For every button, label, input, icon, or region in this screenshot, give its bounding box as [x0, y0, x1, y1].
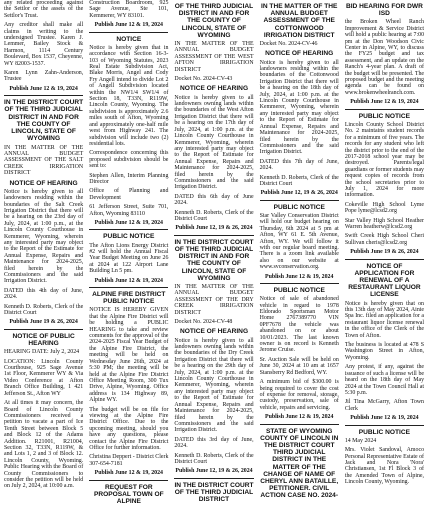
publish-dates: Publish June 12 & 19, 2024	[350, 99, 419, 106]
publish-dates: Publish June 12 & 19, 2024	[94, 22, 164, 29]
notice-divider	[260, 200, 339, 201]
publish-dates: Publish June 12, 19 & 26, 2024	[260, 190, 338, 197]
notice-paragraph: the Broken Wheel Ranch Improvement & Service District will hold a public hearing at 7:00 pm at the Don Woodson Civic Center in Alpine, WY, to discuss the FY25 budget and tax assessment, and an update on the Ranch's 4-year plan. A draft of the budget will be presented. The proposed budget and the meeting agenda can be found on www.brokenwheelranch.com.	[344, 19, 425, 96]
notice-heading: NOTICE OF HEARING	[265, 50, 334, 58]
notice-paragraph: Mrs. Violet Sandoval, Amoco Personal Representative Estate of Jack and Nora 'Nora' Christiansen, 1st Fl Block 3 of the Amended Town of Alpine, Lincoln County, Wyoming.	[344, 447, 425, 486]
notice-paragraph: Kenneth D. Roberts, Clerk of the District Court	[259, 174, 339, 187]
notice-paragraph: Office of Planning and Development	[89, 188, 169, 201]
publish-dates: Publish June 19 & 26, 2024	[9, 319, 78, 326]
notice-divider	[89, 229, 168, 230]
notice-divider	[174, 478, 253, 479]
notice-column	[344, 0, 425, 486]
notice-divider	[174, 235, 253, 236]
notice-paragraph: LOCATION: Lincoln County Courthouse, 925 Sage Avenue 1st Floor, Kemmerer WY & Via Video Conference at Afton Branch Office Building, 1 421 Jefferson St., Afton WY	[4, 358, 84, 397]
publish-dates: Publish June 12, 19 & 26, 2024	[175, 225, 253, 232]
notice-column	[89, 0, 169, 505]
notice-heading: NOTICE OF HEARING	[179, 328, 249, 336]
publish-dates: Publish June 12 & 19, 2024	[350, 415, 419, 422]
notice-paragraph: DATED this 6th day of June 2024.	[174, 193, 254, 207]
notice-paragraph: Notice is hereby given that on this 13th day of May 2024, Ainie Spa Inc. filed an application for a restaurant liquor license renewal in the office of the Clerk of the Town of Afton.	[344, 300, 425, 339]
notice-heading: NOTICE OF HEARING	[179, 85, 249, 93]
notice-paragraph: Kenneth D. Roberts, Clerk of the District Court	[174, 452, 254, 465]
notice-paragraph: The business is located at 478 S Washington Street in Afton, Wyoming.	[344, 342, 425, 361]
notice-paragraph: IN THE MATTER OF THE ANNUAL BUDGET ASSESSMENT OF THE SALT CREEK IRRIGATION DISTRICT	[4, 144, 84, 177]
publish-dates: Publish June 12 & 19, 2024	[94, 219, 164, 226]
notice-paragraph: Docket No. 2024-CV-43	[174, 76, 233, 83]
notice-divider	[345, 425, 424, 426]
notice-heading: NOTICE OF PUBLIC HEARING	[12, 332, 75, 348]
notice-heading: PUBLIC NOTICE	[273, 203, 325, 211]
notice-divider	[260, 283, 339, 284]
notice-divider	[345, 259, 424, 260]
notice-divider	[89, 287, 168, 288]
notice-heading: IN THE DISTRICT COURT OF THE THIRD JUDICIAL DISTRICT IN AND FOR THE COUNTY OF LINCOLN, STATE OF WYOMING	[4, 99, 84, 143]
notice-paragraph: Star Valley High School Heather Warren heatherw@lcsd2.org	[344, 217, 425, 230]
notice-paragraph: HEARING DATE: July 2, 2024	[4, 349, 80, 356]
notice-heading: PUBLIC NOTICE	[103, 233, 155, 241]
notice-heading: NOTICE OF APPLICATION FOR RENEWAL OF A RESTAURANT LIQUOR LICENSE	[348, 262, 421, 299]
notice-paragraph: Sr. Auction Sale will be held on June 30, 2024 at 10 am at 1657 Stansberry Rd Bedford, WY.	[259, 356, 339, 376]
notice-paragraph: Notice is hereby given that in accordance with Section 16-3-103 of Wyoming Statutes, 2023 Real Estate Subdivision Act, Blake Morris, Angel and Cody Fry Angell intend to divide Lot 2 of Angell Subdivision located within the NW1/4 SW1/4 of Section 18, T33N, R119W, Lincoln County, Wyoming. The subdivision is approximately 2.6 miles south of Afton, Wyoming and approximately one-half mile west from Highway 241. The subdivision will include two (2) residential lots.	[89, 44, 169, 147]
notice-paragraph: Notice is hereby given to all landowners residing within the boundaries of the Cottonwood Irrigation District that there will be a hearing on the 18th day of July, 2024, at 1:00 p.m. at the Lincoln County Courthouse in Kemmerer, Wyoming, wherein any interested party may object to the Report of Estimate for Annual Expense, Repairs and Maintenance for 2024-2025, filed herein by the Commissioners and the said Irrigation District.	[259, 59, 339, 156]
notice-heading: NOTICE	[116, 35, 142, 43]
notice-divider	[89, 480, 168, 481]
notice-paragraph: Jil Tina McGarry, Afton Town Clerk	[344, 399, 425, 412]
notice-paragraph: Karen Lynn Zahn-Anderson, Trustee	[4, 70, 84, 83]
notice-heading: STATE OF WYOMING COUNTY OF LINCOLN IN THE DISTRICT COURT THIRD JUDICIAL DISTRICT IN THE MATTER OF THE CHANGE OF NAME OF CHERYL ANN BATAILLE, PETITIONER. CIVIL ACTION CASE NO. 2024-	[260, 427, 339, 500]
notice-heading: ALPINE FIRE DISTRICT PUBLIC NOTICE	[92, 291, 166, 306]
notice-paragraph: Stephen Allen, Interim Planning Director	[89, 172, 169, 185]
notice-paragraph: The budget will be on file for viewing at the Alpine Fire District Office. Due to the upcoming meeting, should you have any questions, please contact the Alpine Fire District Office for further information.	[89, 406, 169, 451]
notice-paragraph: Any protest, if any, against the issuance of such a license will be heard on the 18th day of May 2024 at the Town Council Hall at 5:30 p.m.	[344, 364, 425, 396]
notice-paragraph: Docket No. 2024-CV-48	[174, 319, 233, 326]
publish-dates: Publish June 12 & 19, 2024	[265, 414, 334, 421]
notice-paragraph: Kenneth D. Roberts, Clerk of the District Court	[4, 303, 84, 317]
notice-heading: IN THE DISTRICT COURT OF THE THIRD JUDICIAL DISTRICT IN AND FOR THE COUNTY OF LINCOLN, STATE OF WYOMING	[174, 238, 254, 282]
publish-dates: Publish June 12 & 19, 2024	[94, 470, 164, 477]
notice-column	[4, 0, 84, 490]
notice-paragraph: 14 May 2024	[344, 437, 377, 444]
notice-paragraph: IN THE MATTER OF THE ANNUAL BUDGET ASSESSMENT OF THE WEST AFTON IRRIGATION DISTRICT	[174, 41, 254, 73]
notice-heading: PUBLIC NOTICE	[358, 112, 411, 120]
notice-paragraph: NOTICE IS HEREBY GIVEN that the Alpine Fire District will be holding a PUBLIC HEARING to take and review comments for the approval of the 2024-2025 Fiscal Year Budget of the Alpine Fire District, the meeting will be held on Wednesday June 26th, 2024 at 5:30 PM; the meeting will be held at the Alpine Fire District Office Meeting Room, 300 Tux Drive, Alpine, Wyoming. Office address is 134 Highway 89, Alpine WY.	[89, 307, 169, 404]
notice-paragraph: Kenneth D. Roberts, Clerk of the District Court	[174, 209, 254, 222]
notice-paragraph: Christina Deppert - District Clerk 307-654-7181	[89, 454, 169, 467]
notice-paragraph: Star Valley Conservation District will hold our budget hearing on Thursday, 6th 2024 at 5 pm at Afton, WY 61 E. 5th Avenue, Afton, WY. We will follow it with our regular board meeting. There is a zoom link available also on our website at www.svconservation.org.	[259, 212, 339, 271]
notice-paragraph: Any creditor shall make all claims in writing to the undersigned Trustee. Karen J. Lemmer, Bailey Stock & Harmon, 1114 Century Boulevard, Box 1537, Cheyenne, WY 82003-1537.	[4, 22, 84, 67]
notice-paragraph: DATED this 7th day of June, 2024.	[259, 158, 339, 172]
notice-column	[174, 0, 254, 504]
notice-divider	[4, 95, 83, 96]
notice-heading: PUBLIC NOTICE	[358, 428, 411, 436]
notice-divider	[260, 424, 339, 425]
notice-heading: NOTICE OF HEARING	[9, 179, 78, 187]
notice-paragraph: DATED this 3rd day of June, 2024.	[174, 436, 254, 450]
notice-paragraph: Notice is hereby given to all landowners residing within the boundaries of the Salt Creek Irrigation District that there will be a hearing on the 23rd day of July, 2024, at 1:00 p.m., at the Lincoln County Courthouse in Kemmerer, Wyoming, wherein any interested party may object to the Report of the Estimate for Annual Expense, Repairs and Maintenance for 2024-2025, filed herein by the Commissioners and the said Irrigation District.	[4, 188, 84, 285]
notice-column	[259, 0, 339, 500]
notice-paragraph: Swift Creek High School Cheri Sullivan cheris@lcsd2.org	[344, 233, 425, 246]
notice-paragraph: Construction Boardroom, 925 Sage Avenue, Ste 101, Kemmerer, WY 83101.	[89, 0, 169, 19]
notice-divider	[4, 329, 83, 330]
notice-heading: OF THE THIRD JUDICIAL DISTRICT IN AND FOR THE COUNTY OF LINCOLN, STATE OF WYOMING	[174, 3, 254, 39]
notice-paragraph: Correspondence concerning this proposed subdivision should be sent to:	[89, 150, 169, 170]
notice-paragraph: Notice is hereby given to all landowners owning lands within the boundaries of the Dry Creek Irrigation District that there will be a hearing on the 29th day of July, 2024, at 1:00 p.m. at the Lincoln County Courthouse in Kemmerer, Wyoming, wherein any interested party may object to the Report of Estimate for Annual Expense, Repairs and Maintenance for 2024-2025, filed herein by the Commissioners and the said Irrigation District.	[174, 337, 254, 434]
notice-paragraph: Docket No. 2024-CV-46	[259, 41, 318, 48]
notice-paragraph: DATED this 4th day of June, 2024.	[4, 287, 84, 301]
notice-divider	[89, 32, 168, 33]
notice-paragraph: Notice is hereby given to all landowners owning lands within the boundaries of the West Afton Irrigation District that there will be a hearing on the 17th day of July, 2024, at 1:00 p.m. at the Lincoln County Courthouse in Kemmerer, Wyoming, wherein any interested party may object to the Report of Estimate for Annual Expense, Repairs and Maintenance for 2024-2025, filed herein by the Commissioners and the said Irrigation District.	[174, 94, 254, 191]
notice-paragraph: Notice of sale of abandoned vehicle in regard to 1978 Eldorado Sportsman Motor Home 2767389770 VIN 0PF7678 the vehicle was abandoned on or about 10/01/2023. The last known owner is on record is Kenneth Jerome Cruise.	[259, 296, 339, 354]
notice-paragraph: Cokeville High School Lyme Pope lyme@lcsd2.org	[344, 201, 425, 215]
notice-paragraph: 61 Jefferson Street, Suite 701, Afton, Wyoming 83110	[89, 204, 169, 217]
notice-paragraph: Lincoln County School District No. 2 maintains student records for a minimum of five years. The records for any student who left the district prior to the end of the 2017-2018 school year may be destroyed. Parents/legal guardians or former students may request copies of records from the school secretaries prior to July 1, 2024 for more information.	[344, 121, 425, 199]
notice-heading: REQUEST FOR PROPOSAL TOWN OF ALPINE	[93, 483, 164, 505]
publish-dates: Publish June 12 & 19, 2024	[265, 273, 334, 280]
notice-divider	[345, 109, 424, 110]
notice-paragraph: At all times it may concern, the Board of Lincoln County Commissioners received a petition to vacate a part of Ice Tenth Street between Block 5 and Block 12 of the Adams Addition. R21001, R21004, Section 32, T33N, R119W, & and Lots 1, 2 and 3 of Block 12. Lincoln County, Wyoming. Public Hearing with the Board of County Commissioners to consider the petition will be held on July 2, 2024, at 10:00 a.m.	[4, 400, 84, 490]
publish-dates: Publish June 12, 19 & 26, 2024	[175, 468, 253, 475]
publish-dates: Publish June 12 & 19, 2024	[94, 277, 164, 284]
publish-dates: Publish June 19 & 26, 2024	[350, 249, 419, 256]
notice-heading: IN THE DISTRICT COURT OF THE THIRD JUDICIAL DISTRICT	[174, 481, 254, 504]
notice-paragraph: any related proceeding against the Settlor or the assets of the Settlor's Trust.	[4, 0, 84, 19]
notice-paragraph: The Afton Lions Energy District #2 will hold the Annual Fiscal Year Budget Meeting on June 26 at 2024 at 122 Airport Lane Building Ln 5 pm.	[89, 242, 169, 275]
notice-heading: IN THE MATTER OF THE ANNUAL BUDGET ASSESSMENT OF THE COTTONWOOD IRRIGATION DISTRICT	[260, 3, 338, 39]
notice-heading: PUBLIC NOTICE	[273, 287, 325, 295]
publish-dates: Publish June 12 & 19, 2024	[9, 85, 78, 92]
notice-paragraph: IN THE MATTER OF THE ANNUAL BUDGET ASSESSMENT OF THE DRY CREEK IRRIGATION DISTRICT	[174, 284, 254, 316]
notice-heading: BID HEARING FOR DWR ISD	[345, 3, 423, 18]
notice-paragraph: A minimum bid of $300.00 is being required to cover the cost of expense for removal, storage, custody, preservation, sale of vehicle, repairs and servicing.	[259, 379, 339, 411]
